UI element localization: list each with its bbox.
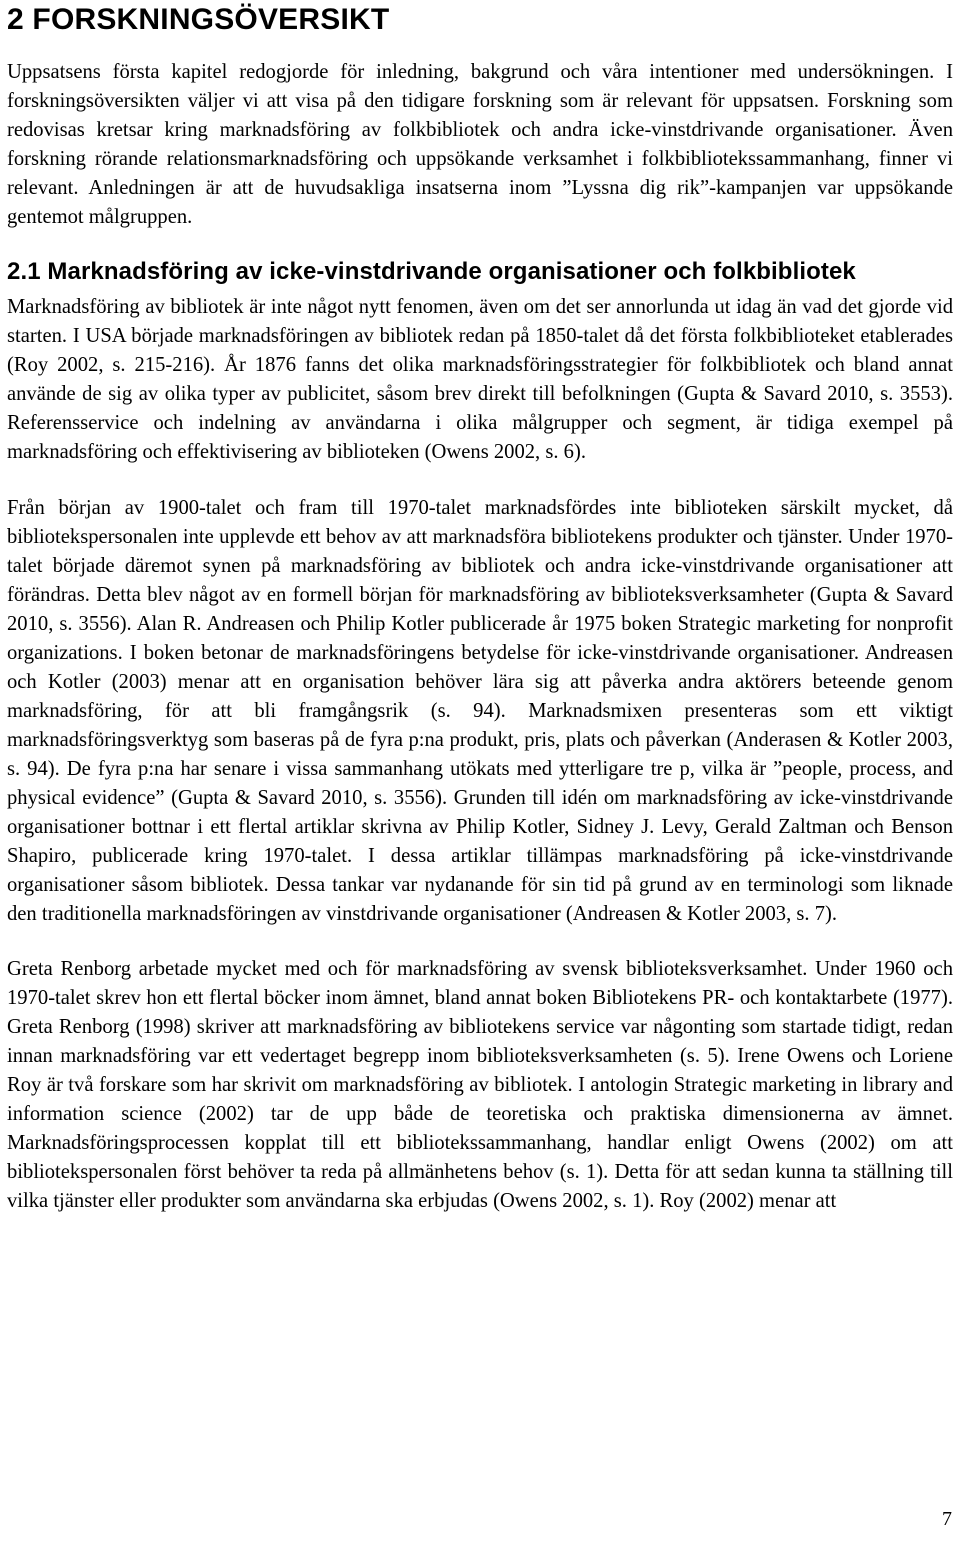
document-page: [7, 0, 953, 1216]
page-number: 7: [942, 1508, 952, 1530]
body-paragraph: Greta Renborg arbetade mycket med och för marknadsföring av svensk biblioteksverksamhet. Under 1960 och 1970-talet skrev hon ett flertal böcker inom ämnet, bland annat boken Bibliotekens PR- och kontaktarbete (1977). Greta Renborg (1998) skriver att marknadsföring av bibliotekens service var någonting som startade tidigt, redan innan marknadsföring var ett vedertaget begrepp inom biblioteksverksamheten (s. 5). Irene Owens och Loriene Roy är två forskare som har skrivit om marknadsföring av bibliotek. I antologin Strategic marketing in library and information science (2002) tar de upp både de teoretiska och praktiska dimensionerna av ämnet. Marknadsföringsprocessen kopplat till ett bibliotekssammanhang, handlar enligt Owens (2002) om att bibliotekspersonalen först behöver ta reda på allmänhetens behov (s. 1). Detta för att sedan kunna ta ställning till vilka tjänster eller produkter som användarna ska erbjudas (Owens 2002, s. 1). Roy (2002) menar att: [7, 958, 953, 1212]
body-paragraph: Marknadsföring av bibliotek är inte något nytt fenomen, även om det ser annorlunda ut idag än vad det gjorde vid starten. I USA började marknadsföringen av bibliotek redan på 1850-talet då det första folkbiblioteket etablerades (Roy 2002, s. 215-216). År 1876 fanns det olika marknadsföringsstrategier för folkbibliotek och bland annat använde de sig av olika typer av publicitet, såsom brev direkt till befolkningen (Gupta & Savard 2010, s. 3553). Referensservice och indelning av användarna i olika målgrupper och segment, är tidiga exempel på marknadsföring och effektivisering av biblioteken (Owens 2002, s. 6).: [7, 296, 953, 463]
chapter-title: 2 FORSKNINGSÖVERSIKT: [7, 3, 390, 36]
section-title: 2.1 Marknadsföring av icke-vinstdrivande organisationer och folkbibliotek: [7, 258, 856, 285]
body-paragraph: Från början av 1900-talet och fram till 1970-talet marknadsfördes inte biblioteken särskilt mycket, då bibliotekspersonalen inte upplevde ett behov av att marknadsföra bibliotekens produkter och tjänster. Under 1970-talet började däremot synen på marknadsföring av bibliotek och andra icke-vinstdrivande organisationer att förändras. Detta blev något av en formell början för marknadsföring av biblioteksverksamheter (Gupta & Savard 2010, s. 3556). Alan R. Andreasen och Philip Kotler publicerade år 1975 boken Strategic marketing for nonprofit organizations. I boken betonar de marknadsföringens betydelse för icke-vinstdrivande organisationer. Andreasen och Kotler (2003) menar att en organisation behöver lära sig att påverka andra aktörers beteende genom marknadsföring, för att bli framgångsrik (s. 94). Marknadsmixen presenteras som ett viktigt marknadsföringsverktyg som baseras på de fyra p:na produkt, pris, plats och påverkan (Anderasen & Kotler 2003, s. 94). De fyra p:na har senare i vissa sammanhang utökats med ytterligare tre p, vilka är ”people, process, and physical evidence” (Gupta & Savard 2010, s. 3556). Grunden till idén om marknadsföring av icke-vinstdrivande organisationer bottnar i ett flertal artiklar skrivna av Philip Kotler, Sidney J. Levy, Gerald Zaltman och Benson Shapiro, publicerade kring 1970-talet. I dessa artiklar tillämpas marknadsföring på icke-vinstdrivande organisationer såsom bibliotek. Dessa tankar var nydanande för sin tid på grund av en terminologi som liknade den traditionella marknadsföringen av vinstdrivande organisationer (Andreasen & Kotler 2003, s. 7).: [7, 497, 953, 925]
intro-paragraph: Uppsatsens första kapitel redogjorde för inledning, bakgrund och våra intentioner med undersökningen. I forskningsöversikten väljer vi att visa på den tidigare forskning som är relevant för uppsatsen. Forskning som redovisas kretsar kring marknadsföring av folkbibliotek och andra icke-vinstdrivande organisationer. Även forskning rörande relationsmarknadsföring och uppsökande verksamhet i folkbibliotekssammanhang, finner vi relevant. Anledningen är att de huvudsakliga insatserna inom ”Lyssna dig rik”-kampanjen var uppsökande gentemot målgruppen.: [7, 61, 953, 228]
